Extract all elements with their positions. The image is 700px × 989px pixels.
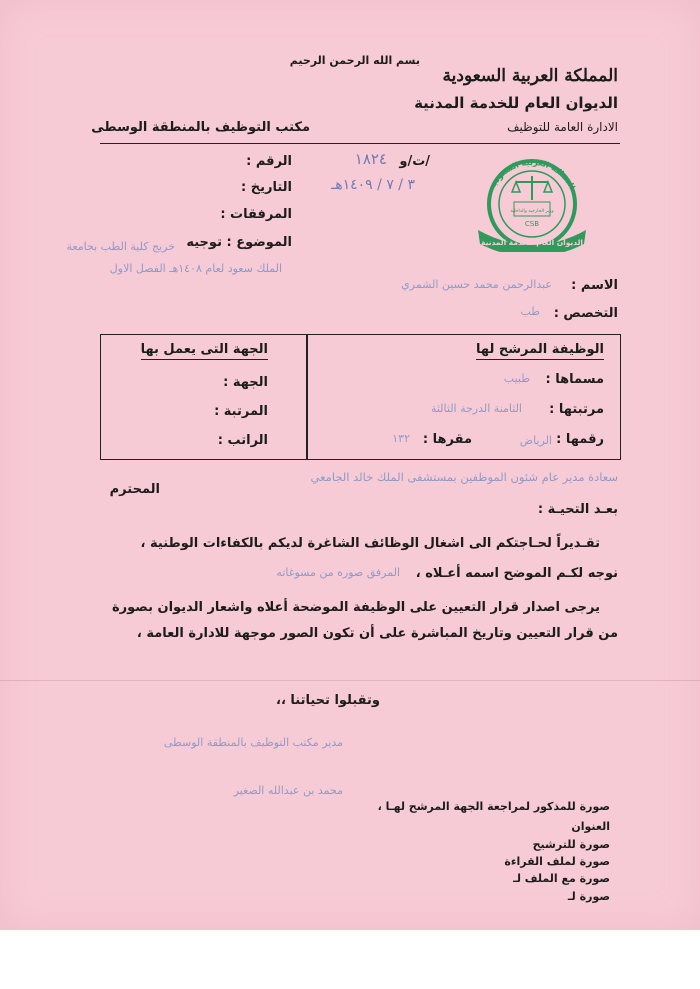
job-right-title: الوظيفة المرشح لها bbox=[476, 342, 604, 360]
para3-line2: من قرار التعيين وتاريخ المباشرة على أن تكون الصور موجهة للادارة العامة ، bbox=[136, 626, 618, 641]
seal-code: CSB bbox=[524, 220, 540, 228]
copy-line-4: صورة لملف القراءة bbox=[504, 855, 610, 868]
number-label: الرقم : bbox=[246, 154, 292, 169]
job-title-label: مسماها : bbox=[545, 372, 604, 387]
closing: وتقبلوا تحياتنا ،، bbox=[276, 693, 380, 708]
seal-top-text: المملكة العربية السعودية bbox=[487, 157, 577, 191]
specialty-value: طب bbox=[520, 305, 540, 318]
job-location-value: الرياض bbox=[519, 434, 552, 447]
csb-seal-logo bbox=[472, 152, 592, 252]
job-rank-label: مرتبتها : bbox=[549, 402, 604, 417]
subject-line2: الملك سعود لعام ١٤٠٨هـ الفصل الاول bbox=[109, 262, 282, 275]
copy-line-1: صورة للمذكور لمراجعة الجهة المرشح لهـا ، bbox=[377, 800, 610, 813]
header-rule bbox=[100, 143, 620, 144]
kingdom-title: المملكة العربية السعودية bbox=[442, 66, 618, 86]
signature-title: مدير مكتب التوظيف بالمنطقة الوسطى bbox=[163, 736, 343, 749]
job-rank-value: الثامنة الدرجة الثالثة bbox=[430, 402, 522, 415]
seal-bottom-text: الديوان العام للخدمة المدنية bbox=[481, 238, 583, 247]
office-title: مكتب التوظيف بالمنطقة الوسطى bbox=[91, 120, 310, 135]
name-value: عبدالرحمن محمد حسين الشمري bbox=[401, 278, 552, 291]
copy-line-5: صورة مع الملف لـ bbox=[513, 872, 610, 885]
greeting: بعـد التحيـة : bbox=[537, 502, 618, 517]
specialty-label: التخصص : bbox=[553, 306, 618, 321]
para2-note: المرفق صوره من مسوغاته bbox=[276, 566, 400, 579]
para2: نوجه لكـم الموضح اسمه أعـلاه ، bbox=[415, 566, 618, 581]
number-suffix: /ت/و bbox=[399, 154, 430, 169]
copy-line-3: صورة للترشيح bbox=[532, 838, 610, 851]
subject-line1: خريج كلية الطب بجامعة bbox=[66, 240, 175, 253]
copy-line-2: العنوان bbox=[571, 820, 610, 833]
name-label: الاسم : bbox=[571, 278, 618, 293]
grade-label: المرتبة : bbox=[214, 404, 268, 419]
table-divider bbox=[306, 335, 308, 459]
para3-line1: يرجى اصدار قرار التعيين على الوظيفة الموضحة أعلاه واشعار الديوان بصورة bbox=[111, 600, 600, 615]
subject-label: الموضوع : توجيه bbox=[186, 235, 292, 250]
admin-title: الادارة العامة للتوظيف bbox=[507, 120, 618, 134]
number-value: ١٨٢٤ bbox=[354, 150, 387, 168]
addressee: سعادة مدير عام شئون الموظفين بمستشفى الملك خالد الجامعي bbox=[310, 470, 618, 484]
job-location-label: مقرها : bbox=[422, 432, 472, 447]
job-left-title: الجهة التى يعمل بها bbox=[141, 342, 268, 360]
bureau-title: الديوان العام للخدمة المدنية bbox=[414, 94, 618, 112]
basmala: بسم الله الرحمن الرحيم bbox=[289, 54, 420, 67]
salary-label: الراتب : bbox=[217, 433, 268, 448]
attachments-label: المرفقات : bbox=[220, 207, 292, 222]
job-title-value: طبيب bbox=[503, 372, 530, 385]
paper-fold bbox=[0, 680, 700, 681]
honorific: المحترم bbox=[109, 482, 160, 497]
job-number-label: رقمها : bbox=[556, 432, 604, 447]
para1: تقـديراً لحـاجتكم الى اشغال الوظائف الشاغرة لديكم بالكفاءات الوطنية ، bbox=[140, 536, 600, 551]
entity-label: الجهة : bbox=[223, 375, 268, 390]
seal-center-text: وزير الخارجية والداخلية bbox=[510, 209, 554, 214]
date-value: ٣ / ٧ / ١٤٠٩هـ bbox=[331, 177, 415, 193]
signature-name: محمد بن عبدالله الصغير bbox=[233, 784, 343, 797]
job-number-value: ١٣٢ bbox=[392, 432, 410, 445]
date-label: التاريخ : bbox=[241, 180, 292, 195]
copy-line-6: صورة لـ bbox=[567, 890, 610, 903]
